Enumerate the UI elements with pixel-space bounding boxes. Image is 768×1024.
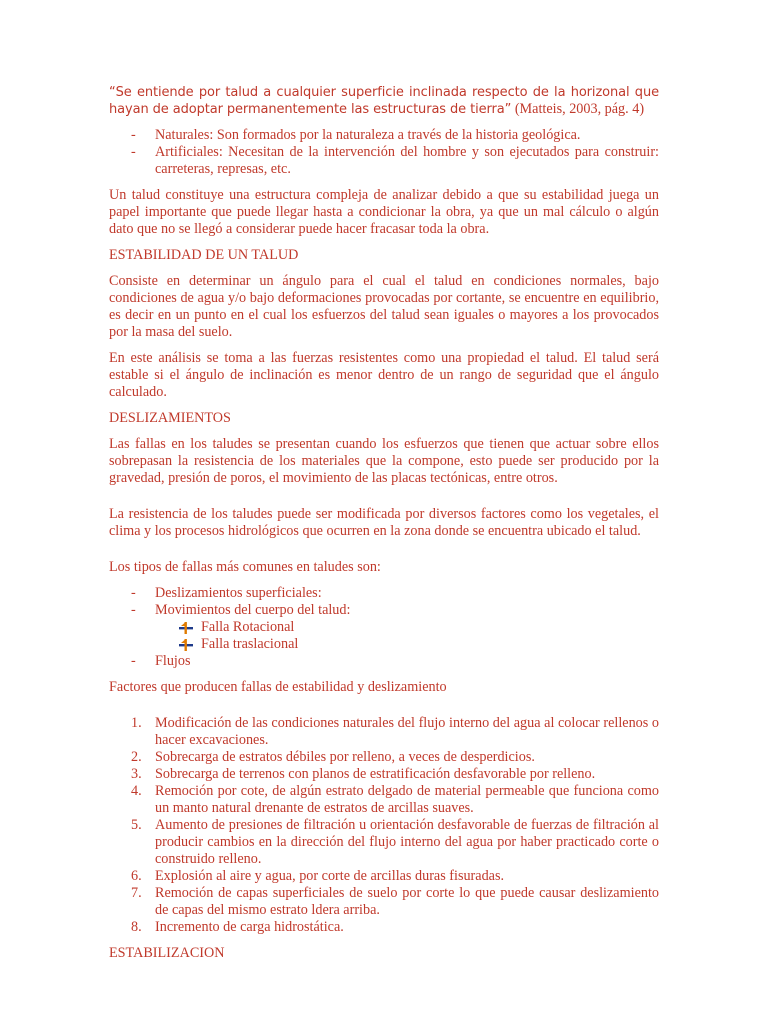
- numbered-item: [109, 749, 659, 766]
- sub-list-item-text: Falla traslacional: [201, 636, 299, 652]
- list-item: [109, 127, 659, 144]
- sub-list-item: [109, 636, 659, 653]
- heading-stabilization: ESTABILIZACION: [109, 945, 225, 961]
- factors-intro: Factores que producen fallas de estabilidad y deslizamiento: [109, 679, 447, 695]
- list-item: [109, 602, 659, 653]
- numbered-item-text: Sobrecarga de terrenos con planos de estratificación desfavorable por relleno.: [155, 766, 596, 782]
- item-number: 4.: [131, 783, 142, 799]
- body-movement-sublist: [109, 619, 659, 653]
- numbered-item-text: Remoción por cote, de algún estrato delgado de material permeable que funciona como un manto natural drenante de estratos de arcillas suaves.: [155, 783, 659, 816]
- quote-text: “Se entiende por talud a cualquier superficie inclinada respecto de la horizonal que hayan de adoptar permanentemente las estructuras de tierra”: [109, 85, 659, 117]
- heading-stability: ESTABILIDAD DE UN TALUD: [109, 247, 299, 263]
- numbered-item: [109, 766, 659, 783]
- item-number: 8.: [131, 919, 142, 935]
- item-number: 3.: [131, 766, 142, 782]
- stability-paragraph-2: En este análisis se toma a las fuerzas resistentes como una propiedad el talud. El talud será estable si el ángulo de inclinación es menor dentro de un rango de seguridad que el ángulo calculado.: [109, 350, 659, 400]
- item-number: 7.: [131, 885, 142, 901]
- document-body: [109, 84, 659, 971]
- list-item: [109, 653, 659, 670]
- definition-quote: [109, 84, 659, 118]
- numbered-item: [109, 783, 659, 817]
- arrow-bullet-icon: [179, 622, 193, 634]
- heading-slides: DESLIZAMIENTOS: [109, 410, 231, 426]
- numbered-item-text: Explosión al aire y agua, por corte de arcillas duras fisuradas.: [155, 868, 505, 884]
- list-item-text: Movimientos del cuerpo del talud:: [155, 602, 351, 618]
- sub-list-item: [109, 619, 659, 636]
- list-item-text: Artificiales: Necesitan de la intervención del hombre y son ejecutados para construir: carreteras, represas, etc.: [155, 144, 659, 177]
- dash-bullet: -: [131, 144, 136, 160]
- list-item-text: Deslizamientos superficiales:: [155, 585, 322, 601]
- slope-origin-list: [109, 127, 659, 178]
- stability-paragraph-1: Consiste en determinar un ángulo para el cual el talud en condiciones normales, bajo condiciones de agua y/o bajo deformaciones provocadas por cortante, se encuentre en equilibrio, es decir en un punto en el cual los esfuerzos del talud sean iguales o mayores a los provocados por la masa del suelo.: [109, 273, 659, 340]
- complexity-paragraph: Un talud constituye una estructura compleja de analizar debido a que su estabilidad juega un papel importante que puede llegar hasta a condicionar la obra, ya que un mal cálculo o algún dato que no se llegó a considerar puede hacer fracasar toda la obra.: [109, 187, 659, 237]
- numbered-item: [109, 919, 659, 936]
- item-number: 6.: [131, 868, 142, 884]
- failure-types-intro: Los tipos de fallas más comunes en taludes son:: [109, 559, 381, 575]
- dash-bullet: -: [131, 653, 136, 669]
- numbered-item-text: Modificación de las condiciones naturales del flujo interno del agua al colocar rellenos o hacer excavaciones.: [155, 715, 659, 748]
- list-item: [109, 144, 659, 178]
- numbered-item: [109, 885, 659, 919]
- numbered-item: [109, 817, 659, 868]
- failure-types-list: [109, 585, 659, 670]
- arrow-bullet-icon: [179, 639, 193, 651]
- numbered-item-text: Aumento de presiones de filtración u orientación desfavorable de fuerzas de filtración al producir cambios en la dirección del flujo interno del agua por haber practicado corte o construido relleno.: [155, 817, 659, 867]
- numbered-item: [109, 868, 659, 885]
- numbered-item-text: Sobrecarga de estratos débiles por relleno, a veces de desperdicios.: [155, 749, 535, 765]
- list-item-text: Flujos: [155, 653, 191, 669]
- item-number: 5.: [131, 817, 142, 833]
- dash-bullet: -: [131, 585, 136, 601]
- item-number: 1.: [131, 715, 142, 731]
- numbered-item-text: Incremento de carga hidrostática.: [155, 919, 344, 935]
- dash-bullet: -: [131, 127, 136, 143]
- dash-bullet: -: [131, 602, 136, 618]
- slides-paragraph-1: Las fallas en los taludes se presentan cuando los esfuerzos que tienen que actuar sobre ellos sobrepasan la resistencia de los materiales que la compone, esto puede ser producido por la gravedad, presión de poros, el movimiento de las placas tectónicas, entre otros.: [109, 436, 659, 486]
- numbered-item-text: Remoción de capas superficiales de suelo por corte lo que puede causar deslizamiento de capas del mismo estrato ldera arriba.: [155, 885, 659, 918]
- sub-list-item-text: Falla Rotacional: [201, 619, 295, 635]
- factors-list: [109, 715, 659, 936]
- list-item-text: Naturales: Son formados por la naturaleza a través de la historia geológica.: [155, 127, 581, 143]
- item-number: 2.: [131, 749, 142, 765]
- numbered-item: [109, 715, 659, 749]
- quote-citation: (Matteis, 2003, pág. 4): [511, 101, 645, 117]
- slides-paragraph-2: La resistencia de los taludes puede ser modificada por diversos factores como los vegetales, el clima y los procesos hidrológicos que ocurren en la zona donde se encuentra ubicado el talud.: [109, 506, 659, 539]
- list-item: [109, 585, 659, 602]
